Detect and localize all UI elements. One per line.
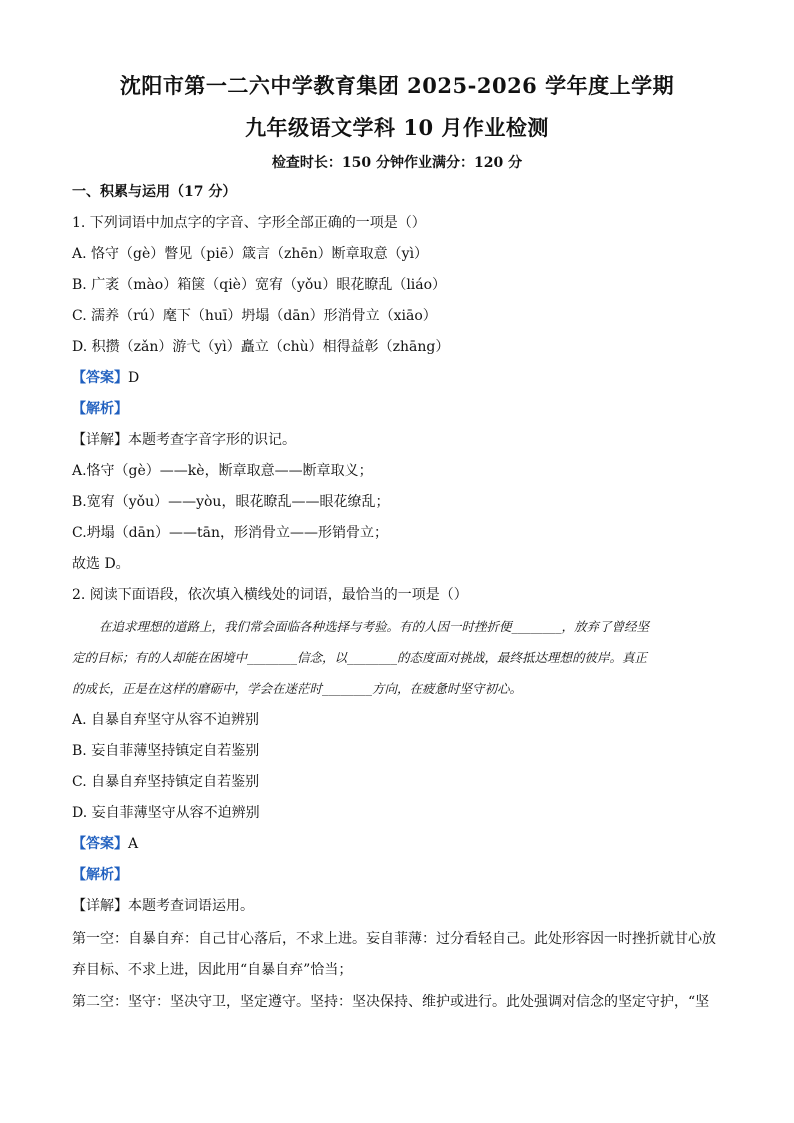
question-2-option-c: C. 自暴自弃坚持镇定自若鉴别: [72, 774, 260, 790]
question-1-option-c: C. 濡养（rú）麾下（huī）坍塌（dān）形消骨立（xiāo）: [72, 308, 437, 324]
detail-tag: 【详解】: [72, 432, 128, 448]
answer-tag: 【答案】: [72, 370, 128, 386]
question-1-note-b: B.宽宥（yǒu）——yòu，眼花瞭乱——眼花缭乱；: [72, 494, 390, 510]
question-1-note-c: C.坍塌（dān）——tān，形消骨立——形销骨立；: [72, 525, 388, 541]
detail-text: 本题考查字音字形的识记。: [128, 432, 296, 448]
question-2-option-d: D. 妄自菲薄坚守从容不迫辨别: [72, 805, 260, 821]
question-1-option-b: B. 广袤（mào）箱箧（qiè）宽宥（yǒu）眼花瞭乱（liáo）: [72, 277, 447, 293]
question-2-detail: [72, 896, 254, 916]
question-2-passage-line-3: 的成长，正是在这样的磨砺中，学会在迷茫时________方向，在疲惫时坚守初心。: [72, 681, 523, 696]
detail-tag: 【详解】: [72, 898, 128, 914]
document-title: 沈阳市第一二六中学教育集团 2025-2026 学年度上学期: [119, 73, 675, 98]
question-1-stem: 1. 下列词语中加点字的字音、字形全部正确的一项是（）: [72, 215, 426, 231]
question-2-explain-line-2: 弃目标、不求上进，因此用“自暴自弃”恰当；: [72, 962, 353, 978]
detail-text: 本题考查词语运用。: [128, 898, 254, 914]
question-1-conclusion: 故选 D。: [72, 556, 130, 572]
section-heading: 一、积累与运用（17 分）: [72, 184, 237, 200]
question-2-analysis: [72, 865, 128, 885]
answer-value: D: [128, 370, 140, 386]
question-2-explain-line-1: 第一空：自暴自弃：自己甘心落后，不求上进。妄自菲薄：过分看轻自己。此处形容因一时挫折就甘心放: [72, 931, 716, 947]
analysis-tag: 【解析】: [72, 401, 128, 417]
question-1-analysis: [72, 399, 128, 419]
question-2-passage-line-1: 在追求理想的道路上，我们常会面临各种选择与考验。有的人因一时挫折便________，放弃了曾经坚: [99, 619, 650, 634]
document-subtitle: 九年级语文学科 10 月作业检测: [245, 115, 549, 140]
question-1-option-d: D. 积攒（zǎn）游弋（yì）矗立（chù）相得益彰（zhāng）: [72, 339, 450, 355]
question-1-option-a: A. 恪守（gè）瞥见（piē）箴言（zhēn）断章取意（yì）: [72, 246, 429, 262]
question-2-passage-line-2: 定的目标；有的人却能在困境中________信念，以________的态度面对挑战，最终抵达理想的彼岸。真正: [72, 650, 648, 665]
answer-tag: 【答案】: [72, 836, 128, 852]
question-1-answer: [72, 368, 139, 388]
question-1-detail: [72, 430, 296, 450]
question-1-note-a: A.恪守（gè）——kè，断章取意——断章取义；: [72, 463, 373, 479]
exam-meta: 检查时长：150 分钟作业满分：120 分: [271, 155, 523, 171]
question-2-option-b: B. 妄自菲薄坚持镇定自若鉴别: [72, 743, 260, 759]
answer-value: A: [128, 836, 139, 852]
question-2-answer: [72, 834, 138, 854]
analysis-tag: 【解析】: [72, 867, 128, 883]
question-2-stem: 2. 阅读下面语段，依次填入横线处的词语，最恰当的一项是（）: [72, 587, 468, 603]
question-2-option-a: A. 自暴自弃坚守从容不迫辨别: [72, 712, 260, 728]
question-2-explain-line-3: 第二空：坚守：坚决守卫，坚定遵守。坚持：坚决保持、维护或进行。此处强调对信念的坚定守护，“坚: [72, 994, 710, 1010]
